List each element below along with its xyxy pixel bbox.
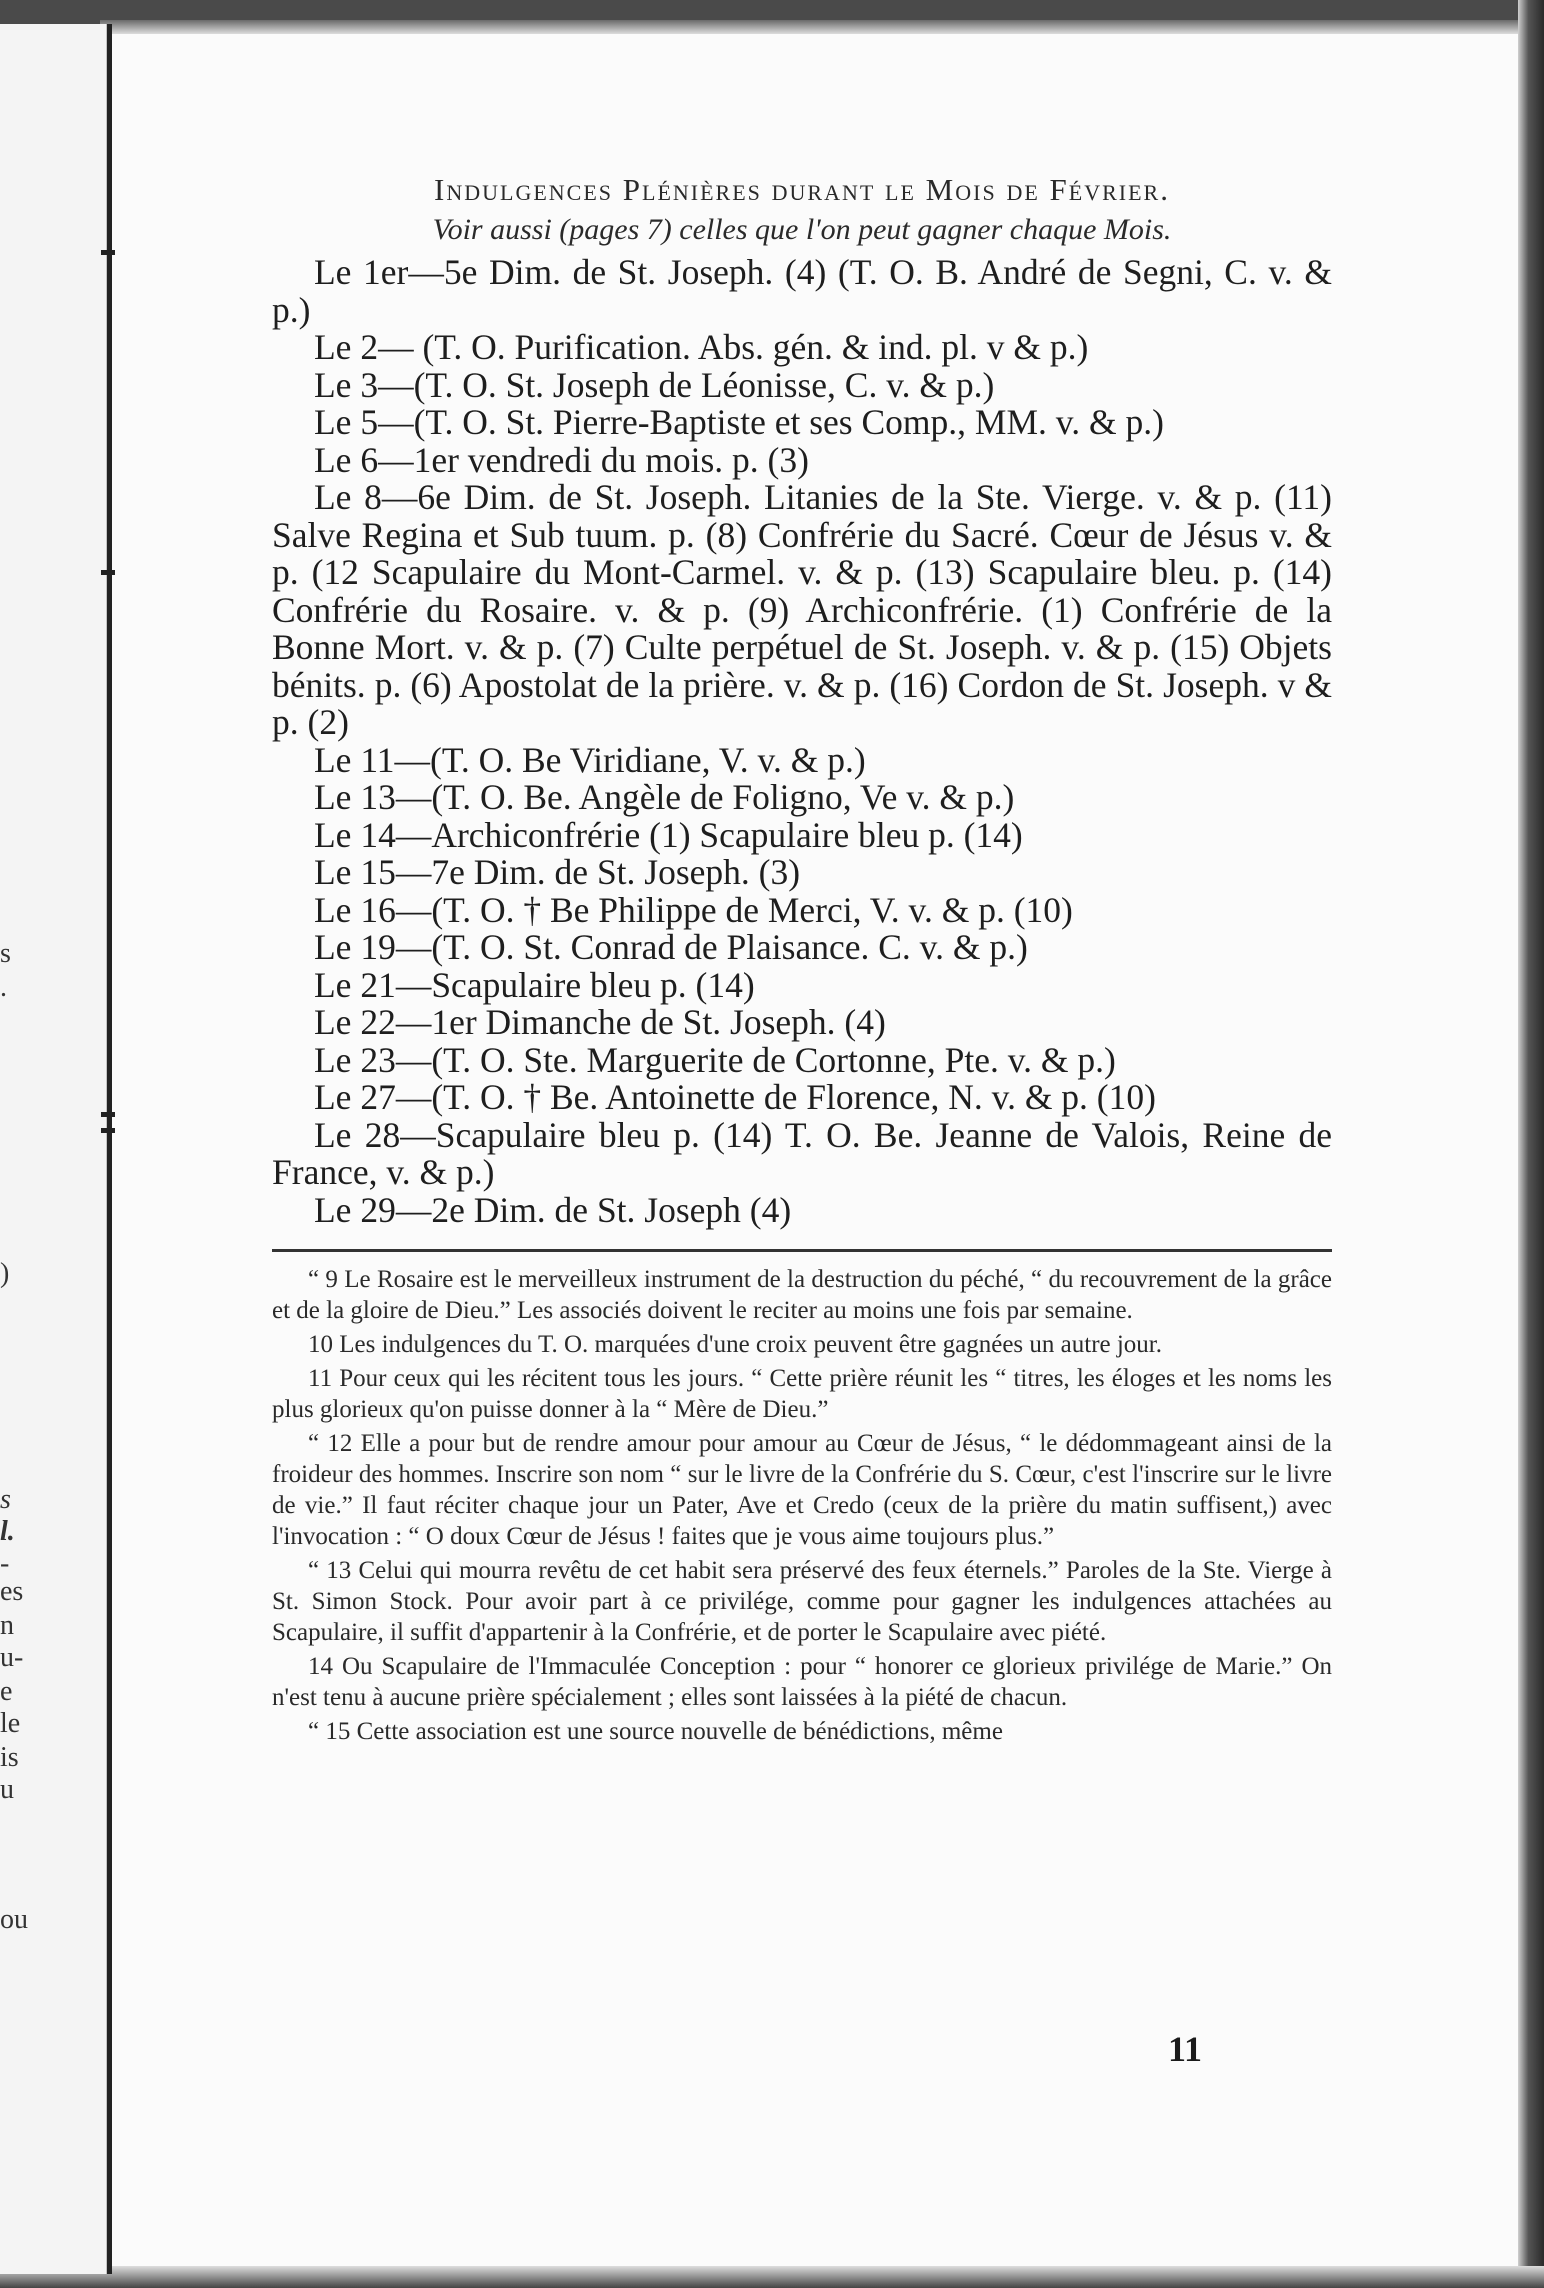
list-item: Le 29—2e Dim. de St. Joseph (4): [314, 1189, 792, 1230]
facing-page-fragment: le: [0, 1708, 21, 1739]
binding-stitch: [101, 570, 115, 575]
footnotes: [272, 1264, 1332, 1747]
facing-page-fragment: e: [0, 1676, 13, 1707]
facing-page-fragment: -: [0, 1548, 10, 1579]
list-item: Le 15—7e Dim. de St. Joseph. (3): [314, 852, 801, 892]
page-number: 11: [1168, 2029, 1203, 2069]
list-item: Le 6—1er vendredi du mois. p. (3): [314, 439, 809, 480]
binding-stitch: [101, 1112, 115, 1117]
footnote: 14 Ou Scapulaire de l'Immaculée Conception : pour “ honorer ce glorieux privilége de Marie.” On n'est tenu à aucune prière spécialement ; elles sont laissées à la piété de chacun.: [272, 1653, 1332, 1711]
facing-page-fragment: u-: [0, 1642, 24, 1673]
footnote: “ 9 Le Rosaire est le merveilleux instrument de la destruction du péché, “ du recouvrement de la grâce et de la gloire de Dieu.” Les associés doivent le reciter au moins une fois par semaine.: [272, 1266, 1332, 1324]
page-title: Indulgences Plénières durant le Mois de Février.: [434, 172, 1170, 207]
binding-stitch: [101, 1128, 115, 1133]
list-item: Le 2— (T. O. Purification. Abs. gén. & ind. pl. v & p.): [314, 327, 1089, 367]
facing-page-fragment: u: [0, 1774, 14, 1805]
facing-page-fragment: n: [0, 1610, 14, 1641]
facing-page-fragment: ou: [0, 1904, 28, 1935]
scan-right-edge: [1518, 0, 1544, 2288]
facing-page-fragment: es: [0, 1576, 24, 1607]
facing-page-fragment: s: [0, 1484, 11, 1515]
list-item: Le 19—(T. O. St. Conrad de Plaisance. C. v. & p.): [314, 927, 1028, 967]
indulgence-list: [272, 254, 1332, 1229]
list-item: Le 23—(T. O. Ste. Marguerite de Cortonne, Pte. v. & p.): [314, 1039, 1116, 1080]
binding-thread: [107, 24, 112, 2274]
page-subtitle: Voir aussi (pages 7) celles que l'on peut gagner chaque Mois.: [432, 213, 1172, 246]
list-item: Le 13—(T. O. Be. Angèle de Foligno, Ve v. & p.): [314, 777, 1015, 817]
facing-page-fragment: s: [0, 938, 11, 969]
list-item: Le 1er—5e Dim. de St. Joseph. (4) (T. O. B. André de Segni, C. v. & p.): [272, 252, 1332, 330]
footnote: 10 Les indulgences du T. O. marquées d'une croix peuvent être gagnées un autre jour.: [308, 1331, 1163, 1358]
list-item: Le 14—Archiconfrérie (1) Scapulaire bleu p. (14): [314, 814, 1023, 855]
list-item: Le 28—Scapulaire bleu p. (14) T. O. Be. Jeanne de Valois, Reine de France, v. & p.): [272, 1114, 1332, 1192]
list-item: Le 11—(T. O. Be Viridiane, V. v. & p.): [314, 739, 866, 780]
binding-stitch: [101, 250, 115, 255]
footnote-divider: [272, 1249, 1332, 1252]
facing-page-margin: [0, 24, 107, 2274]
facing-page-fragment: is: [0, 1742, 19, 1773]
facing-page-fragment: ): [0, 1258, 10, 1289]
list-item: Le 16—(T. O. † Be Philippe de Merci, V. v. & p. (10): [314, 889, 1073, 930]
page-content: [272, 170, 1332, 2070]
list-item: Le 22—1er Dimanche de St. Joseph. (4): [314, 1002, 886, 1042]
scan-top-shadow: [100, 20, 1544, 34]
footnote: “ 13 Celui qui mourra revêtu de cet habit sera préservé des feux éternels.” Paroles de la Ste. Vierge à St. Simon Stock. Pour avoir part à ce privilége, comme pour gagner les indulgences attachées au Scapulaire, il suffit d'appartenir à la Confrérie, et de porter le Scapulaire avec piété.: [272, 1557, 1332, 1646]
list-item: Le 27—(T. O. † Be. Antoinette de Florence, N. v. & p. (10): [314, 1077, 1156, 1117]
list-item: Le 5—(T. O. St. Pierre-Baptiste et ses Comp., MM. v. & p.): [314, 402, 1164, 442]
facing-page-fragment: .: [0, 972, 7, 1003]
list-item: Le 8—6e Dim. de St. Joseph. Litanies de la Ste. Vierge. v. & p. (11) Salve Regina et Sub tuum. p. (8) Confrérie du Sacré. Cœur de Jésus v. & p. (12 Scapulaire du Mont-Carmel. v. & p. (13) Scapulaire bleu. p. (14) Confrérie du Rosaire. v. & p. (9) Archiconfrérie. (1) Confrérie de la Bonne Mort. v. & p. (7) Culte perpétuel de St. Joseph. v. & p. (15) Objets bénits. p. (6) Apostolat de la prière. v. & p. (16) Cordon de St. Joseph. v & p. (2): [272, 477, 1332, 742]
list-item: Le 3—(T. O. St. Joseph de Léonisse, C. v. & p.): [314, 364, 995, 405]
scan-bottom-edge: [0, 2266, 1544, 2288]
footnote: “ 12 Elle a pour but de rendre amour pour amour au Cœur de Jésus, “ le dédommageant ainsi de la froideur des hommes. Inscrire son nom “ sur le livre de la Confrérie du S. Cœur, c'est l'inscrire sur le livre de vie.” Il faut réciter chaque jour un Pater, Ave et Credo (ceux de la prière du matin suffisent,) avec l'invocation : “ O doux Cœur de Jésus ! faites que je vous aime toujours plus.”: [272, 1430, 1332, 1550]
facing-page-fragment: l.: [0, 1516, 15, 1547]
footnote: “ 15 Cette association est une source nouvelle de bénédictions, même: [308, 1718, 1003, 1745]
footnote: 11 Pour ceux qui les récitent tous les jours. “ Cette prière réunit les “ titres, les éloges et les noms les plus glorieux qu'on puisse donner à la “ Mère de Dieu.”: [272, 1365, 1332, 1423]
list-item: Le 21—Scapulaire bleu p. (14): [314, 964, 755, 1005]
